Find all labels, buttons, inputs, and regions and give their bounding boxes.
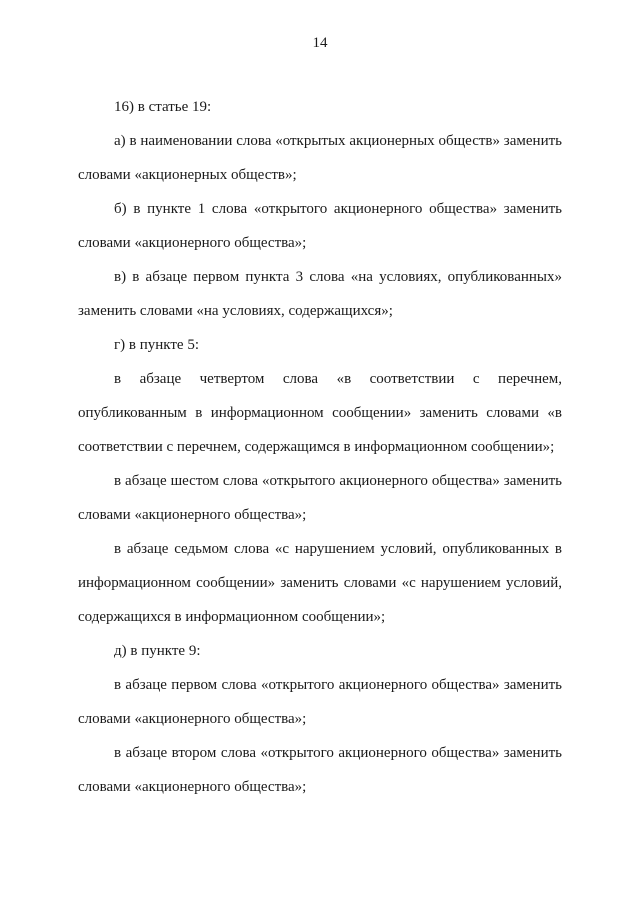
paragraph-d: д) в пункте 9:: [114, 643, 201, 659]
paragraph-g: г) в пункте 5:: [114, 337, 200, 353]
paragraph-g-abzac-4: в абзаце четвертом слова «в соответствии с перечнем, опубликованным в информационном сообщении» заменить словами «в соответствии с перечнем, содержащимся в информационном сообщении»;: [78, 371, 562, 455]
paragraph-16-article-19: 16) в статье 19:: [114, 99, 212, 115]
paragraph-g-abzac-6: в абзаце шестом слова «открытого акционерного общества» заменить словами «акционерного общества»;: [78, 473, 562, 523]
paragraph-a: а) в наименовании слова «открытых акционерных обществ» заменить словами «акционерных обществ»;: [78, 133, 562, 183]
document-body: [78, 90, 562, 804]
paragraph-v: в) в абзаце первом пункта 3 слова «на условиях, опубликованных» заменить словами «на условиях, содержащихся»;: [78, 269, 562, 319]
paragraph-b: б) в пункте 1 слова «открытого акционерного общества» заменить словами «акционерного общества»;: [78, 201, 562, 251]
paragraph-d-abzac-2: в абзаце втором слова «открытого акционерного общества» заменить словами «акционерного общества»;: [78, 745, 562, 795]
page-number: 14: [312, 35, 328, 51]
paragraph-g-abzac-7: в абзаце седьмом слова «с нарушением условий, опубликованных в информационном сообщении» заменить словами «с нарушением условий, содержащихся в информационном сообщении»;: [78, 541, 562, 625]
paragraph-d-abzac-1: в абзаце первом слова «открытого акционерного общества» заменить словами «акционерного общества»;: [78, 677, 562, 727]
